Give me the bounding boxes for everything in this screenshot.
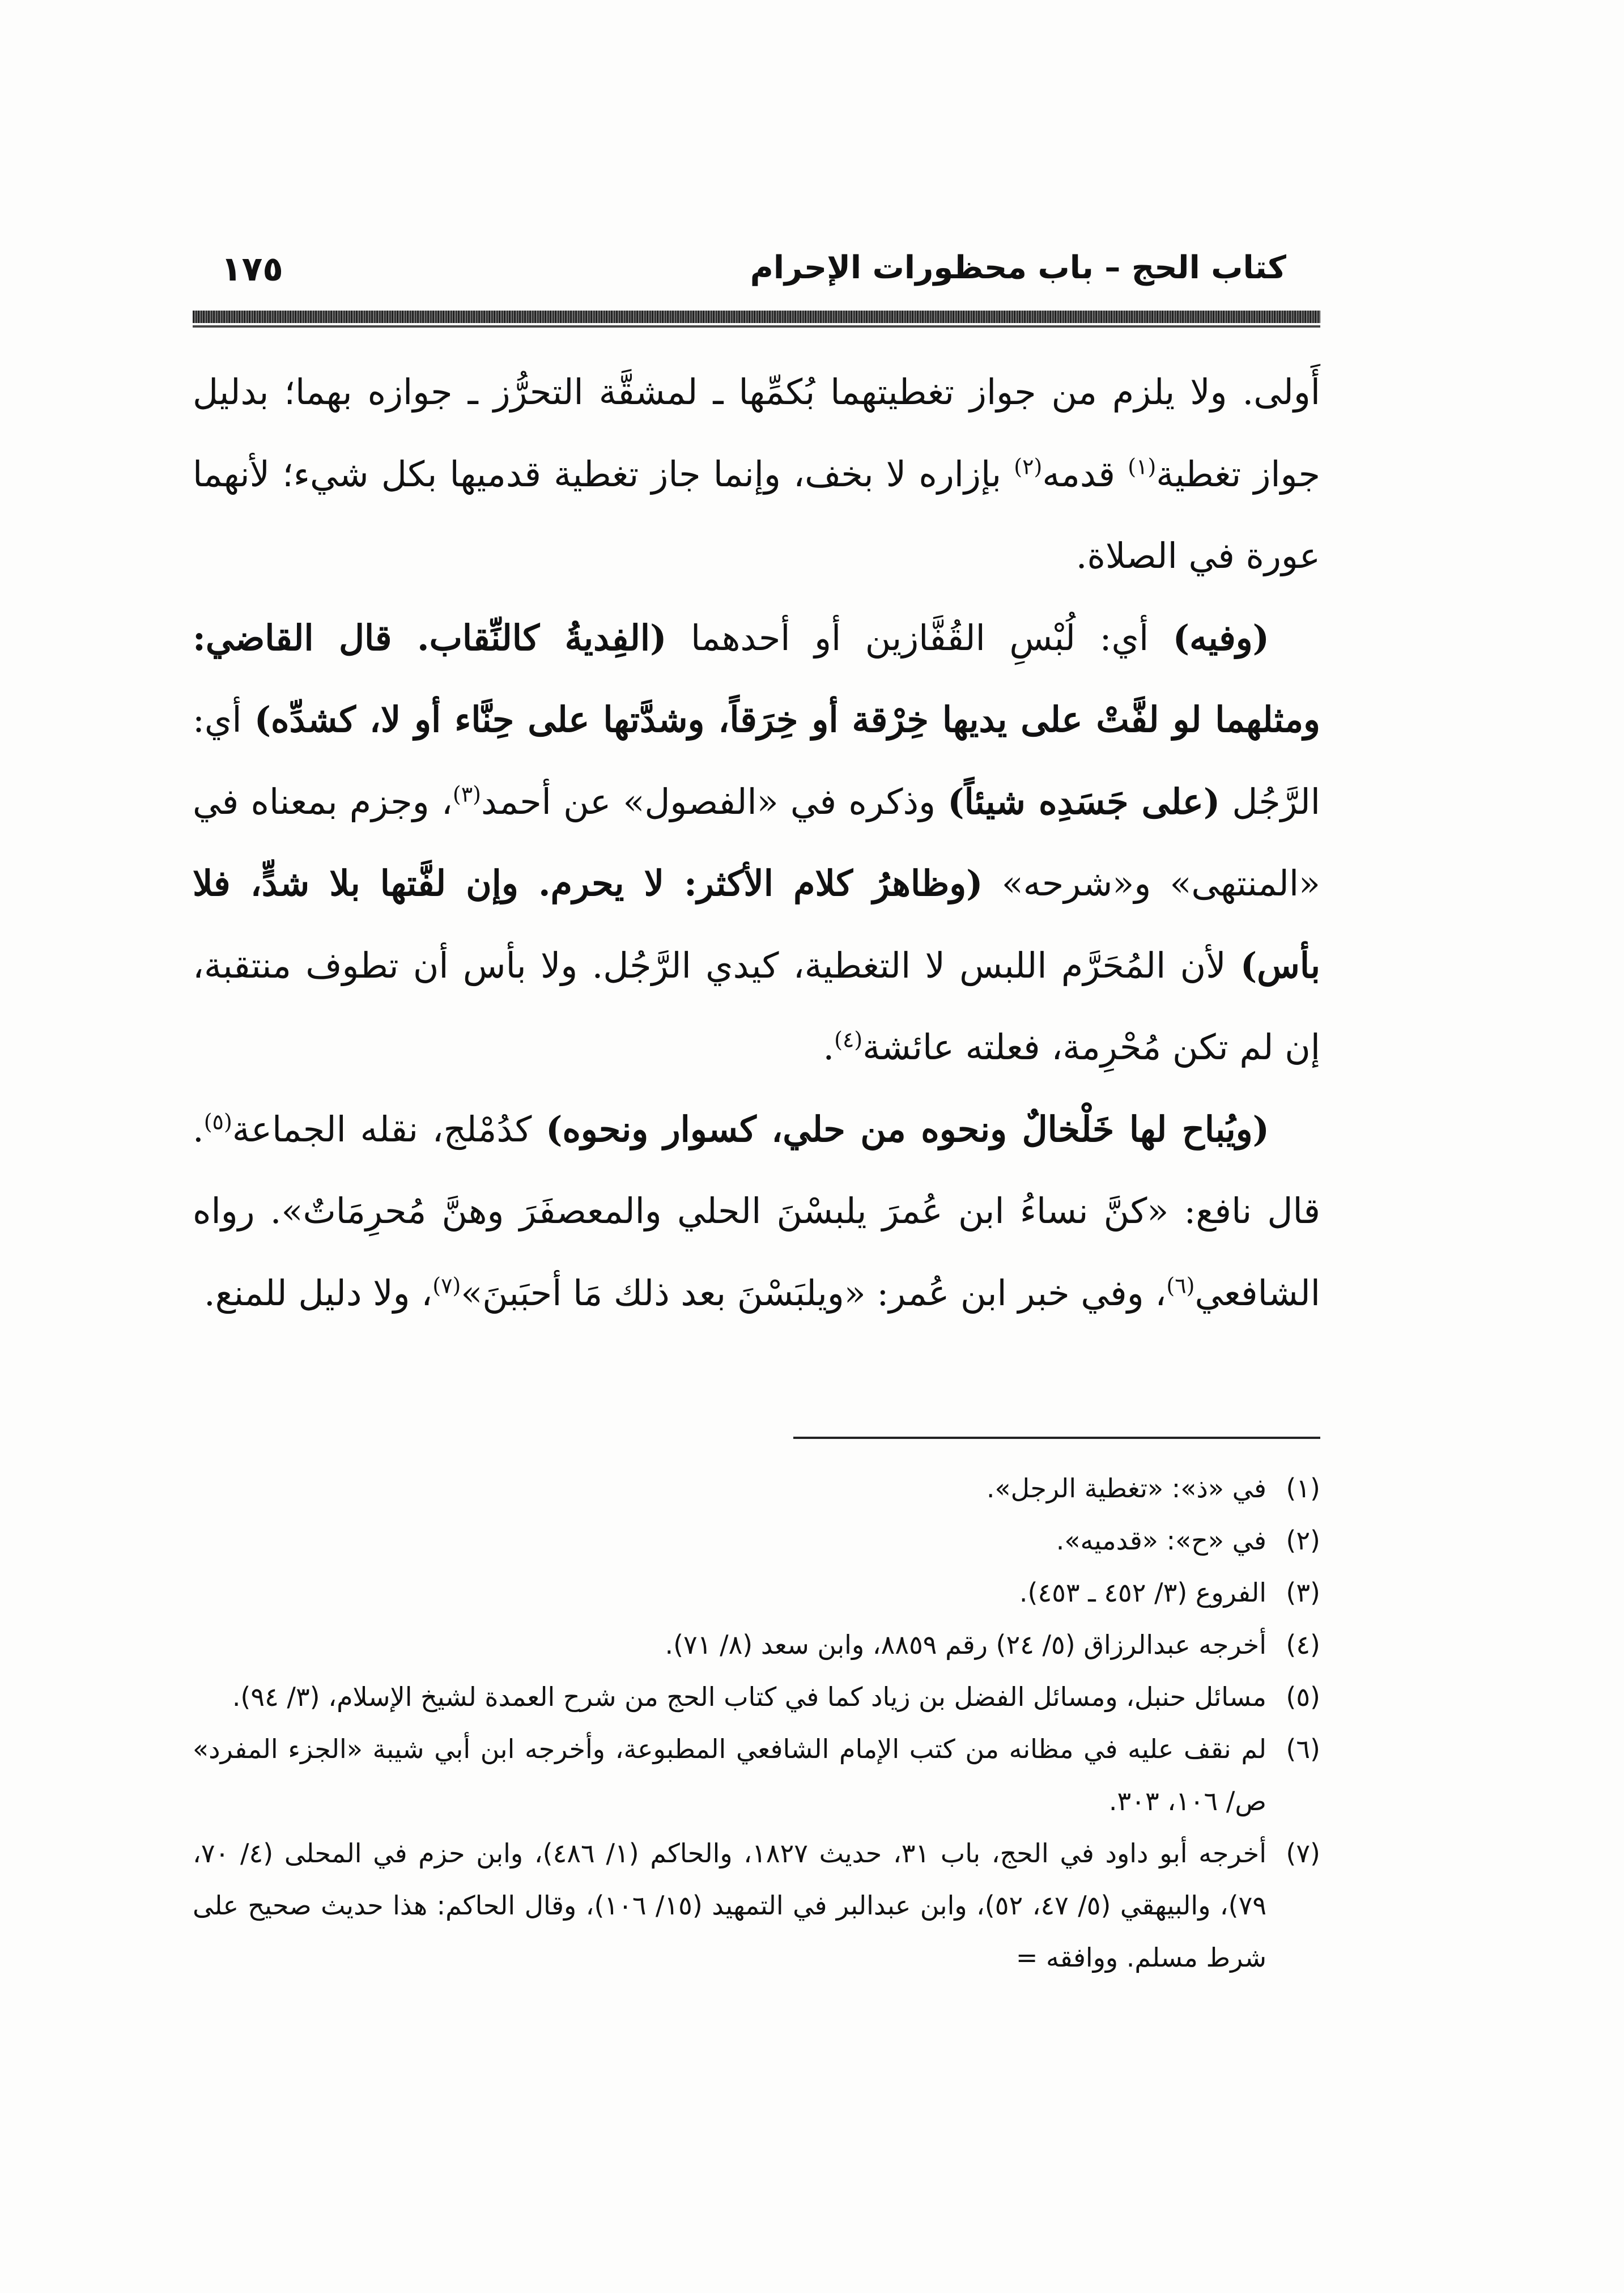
footnote <box>193 1671 1320 1723</box>
text-run: ، ولا دليل للمنع. <box>203 1272 433 1314</box>
text-run: أي: الرَّجُل <box>193 699 1320 822</box>
footnote-ref[interactable]: (١) <box>1128 453 1157 479</box>
footnote <box>193 1514 1320 1566</box>
paragraph <box>193 597 1320 1089</box>
paragraph <box>193 351 1320 597</box>
text-run: . قال نافع: «كنَّ نساءُ ابن عُمرَ يلبسْنَ الحلي والمعصفَرَ وهنَّ مُحرِمَاتٌ». رواه الشافعي <box>193 1108 1320 1314</box>
text-run: وذكره في «الفصول» عن أحمد <box>481 780 948 822</box>
footnote-number: (٧) <box>1286 1838 1320 1869</box>
footnote-text: في «ذ»: «تغطية الرجل». <box>986 1473 1266 1504</box>
footnote <box>193 1619 1320 1671</box>
paragraph <box>193 1089 1320 1335</box>
bold-run: (ويُباح لها خَلْخالٌ ونحوه من حلي، كسوار ونحوه) <box>546 1108 1269 1150</box>
footnote-number: (٦) <box>1286 1734 1320 1764</box>
bold-run: (على جَسَدِه شيئاً) <box>947 780 1221 822</box>
bold-run: (وظاهرُ كلام الأكثر: لا يحرم. وإن لفَّتها بلا شدٍّ، فلا بأس) <box>193 863 1320 986</box>
footnote <box>193 1566 1320 1619</box>
footnote-separator <box>793 1437 1320 1439</box>
footnote-ref[interactable]: (٢) <box>1014 453 1043 479</box>
footnote-ref[interactable]: (٧) <box>432 1272 461 1298</box>
footnote-ref[interactable]: (٣) <box>452 781 481 806</box>
header-rule-line <box>193 325 1320 328</box>
footnote <box>193 1723 1320 1827</box>
footnotes <box>193 1462 1320 1984</box>
main-text <box>193 351 1320 1334</box>
footnote-number: (٣) <box>1286 1577 1320 1608</box>
page-number: ١٧٥ <box>221 249 283 289</box>
text-run: ، وجزم بمعناه في «المنتهى» و«شرحه» <box>193 780 1320 904</box>
header-title: كتاب الحج – باب محظورات الإحرام <box>750 249 1286 286</box>
text-run: أَولى. ولا يلزم من جواز تغطيتهما بُكمِّها ـ لمشقَّة التحرُّز ـ جوازه بهما؛ بدليل جواز تغطية <box>193 371 1320 495</box>
footnote-number: (٤) <box>1286 1629 1320 1660</box>
text-run: لأن المُحَرَّم اللبس لا التغطية، كيدي الرَّجُل. ولا بأس أن تطوف منتقبة، إن لم تكن مُحْرِمة، فعلته عائشة <box>193 944 1320 1068</box>
footnote-number: (١) <box>1286 1473 1320 1504</box>
text-run: ، وفي خبر ابن عُمر: «ويلبَسْنَ بعد ذلك مَا أحبَبنَ» <box>461 1272 1167 1314</box>
footnote-text: مسائل حنبل، ومسائل الفضل بن زياد كما في كتاب الحج من شرح العمدة لشيخ الإسلام، (٣/ ٩٤). <box>232 1681 1266 1712</box>
footnote-text: أخرجه عبدالرزاق (٥/ ٢٤) رقم ٨٨٥٩، وابن سعد (٨/ ٧١). <box>665 1629 1266 1660</box>
footnote <box>193 1462 1320 1514</box>
footnote-ref[interactable]: (٤) <box>834 1027 863 1052</box>
footnote-text: أخرجه أبو داود في الحج، باب ٣١، حديث ١٨٢٧، والحاكم (١/ ٤٨٦)، وابن حزم في المحلى (٤/ ٧٠، ٧٩)، والبيهقي (٥/ ٤٧، ٥٢)، وابن عبدالبر في التمهيد (١٥/ ١٠٦)، وقال الحاكم: هذا حديث صحيح على شرط مسلم. ووافقه = <box>193 1838 1267 1973</box>
running-header <box>193 249 1326 300</box>
footnote-text: الفروع (٣/ ٤٥٢ ـ ٤٥٣). <box>1019 1577 1266 1608</box>
footnote-text: في «ح»: «قدميه». <box>1056 1525 1266 1556</box>
bold-run: (وفيه) <box>1172 617 1269 659</box>
footnote-number: (٢) <box>1286 1525 1320 1556</box>
text-run: . <box>823 1026 835 1068</box>
header-rule <box>193 311 1320 323</box>
footnote-ref[interactable]: (٥) <box>203 1109 232 1134</box>
text-run: أي: لُبْسِ القُفَّازين أو أحدهما <box>666 617 1173 659</box>
text-run: بإزاره لا بخف، وإنما جاز تغطية قدميها بكل شيء؛ لأنهما عورة في الصلاة. <box>193 453 1320 576</box>
text-run: كدُمْلج، نقله الجماعة <box>232 1108 546 1150</box>
footnote-number: (٥) <box>1286 1681 1320 1712</box>
bold-run: (الفِديةُ كالنِّقاب. قال القاضي: ومثلهما لو لفَّتْ على يديها خِرْقة أو خِرَقاً، وشدَّتها على حِنَّاء أو لا، كشدِّه) <box>193 617 1321 740</box>
footnote-ref[interactable]: (٦) <box>1166 1272 1195 1298</box>
text-run: قدمه <box>1042 453 1128 495</box>
footnote-text: لم نقف عليه في مظانه من كتب الإمام الشافعي المطبوعة، وأخرجه ابن أبي شيبة «الجزء المفرد» ص/ ١٠٦، ٣٠٣. <box>193 1734 1266 1816</box>
footnote <box>193 1827 1320 1984</box>
